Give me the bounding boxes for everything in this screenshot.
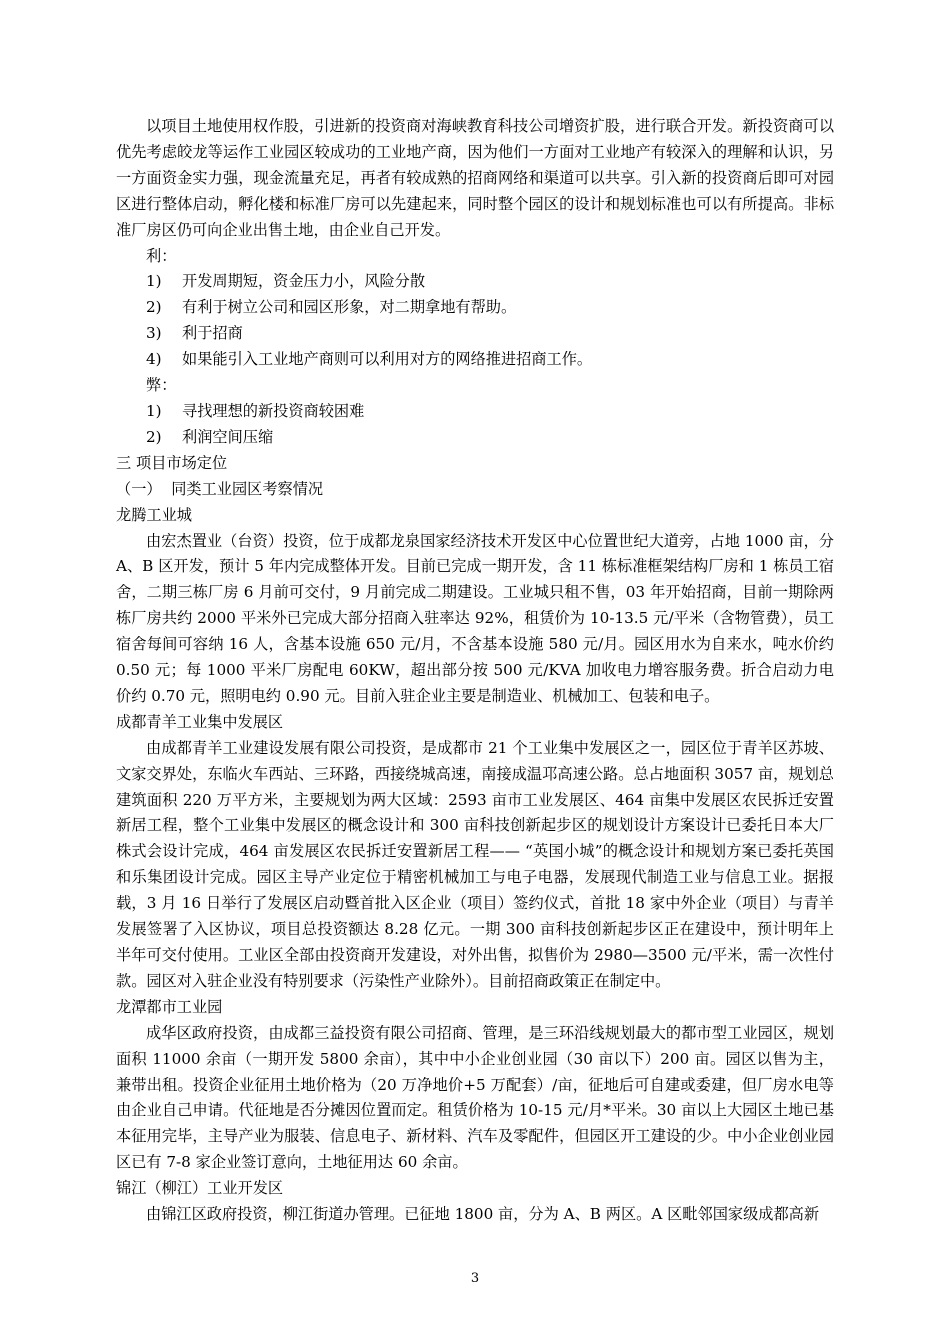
list-text: 寻找理想的新投资商较困难: [182, 401, 365, 420]
park-name: 龙潭都市工业园: [116, 997, 223, 1016]
list-text: 如果能引入工业地产商则可以利用对方的网络推进招商工作。: [182, 350, 593, 369]
list-text: 有利于树立公司和园区形象，对二期拿地有帮助。: [182, 298, 517, 317]
park-description: 由锦江区政府投资，柳江街道办管理。已征地 1800 亩，分为 A、B 两区。A 区毗邻国家级成都高新: [146, 1205, 820, 1224]
list-number: 4): [146, 350, 162, 369]
park-name: 成都青羊工业集中发展区: [116, 712, 284, 731]
park-name: 龙腾工业城: [116, 505, 192, 524]
intro-paragraph: 以项目土地使用权作股，引进新的投资商对海峡教育科技公司增资扩股，进行联合开发。新投资商可以优先考虑皎龙等运作工业园区较成功的工业地产商，因为他们一方面对工业地产有较深入的理解和认识，另一方面资金实力强，现金流量充足，再者有较成熟的招商网络和渠道可以共享。引入新的投资商后即可对园区进行整体启动，孵化楼和标准厂房可以先建起来，同时整个园区的设计和规划标准也可以有所提高。非标准厂房区仍可向企业出售土地，由企业自己开发。: [116, 117, 834, 239]
cons-item: [116, 399, 834, 425]
list-number: 1): [146, 272, 162, 291]
park-description: 成华区政府投资，由成都三益投资有限公司招商、管理，是三环沿线规划最大的都市型工业园区，规划面积 11000 余亩（一期开发 5800 余亩），其中中小企业创业园（30 亩以下）200 亩。园区以售为主，兼带出租。投资企业征用土地价格为（20 万净地价+5 万配套）/亩，征地后可自建或委建，但厂房水电等由企业自己申请。代征地是否分摊因位置而定。租赁价格为 10-15 元/月*平米。30 亩以上大园区土地已基本征用完毕，主导产业为服装、信息电子、新材料、汽车及零配件，但园区开工建设的少。中小企业创业园区已有 7-8 家企业签订意向，土地征用达 60 余亩。: [116, 1023, 834, 1172]
list-number: 1): [146, 401, 162, 420]
list-text: 开发周期短，资金压力小，风险分散: [182, 272, 425, 291]
page-number: 3: [470, 1271, 480, 1286]
park-description: 由宏杰置业（台资）投资，位于成都龙泉国家经济技术开发区中心位置世纪大道旁，占地 1000 亩，分 A、B 区开发，预计 5 年内完成整体开发。目前已完成一期开发，含 11 栋标准框架结构厂房和 1 栋员工宿舍，二期三栋厂房 6 月前可交付，9 月前完成二期建设。工业城只租不售，03 年开始招商，目前一期除两栋厂房共约 2000 平米外已完成大部分招商入驻率达 92%，租赁价为 10-13.5 元/平米（含物管费），员工宿舍每间可容纳 16 人，含基本设施 650 元/月，不含基本设施 580 元/月。园区用水为自来水，吨水价约 0.50 元；每 1000 平米厂房配电 60KW，超出部分按 500 元/KVA 加收电力增容服务费。折合启动力电价约 0.70 元，照明电约 0.90 元。目前入驻企业主要是制造业、机械加工、包装和电子。: [116, 531, 834, 705]
page-content: [116, 114, 834, 1228]
park-description: 由成都青羊工业建设发展有限公司投资，是成都市 21 个工业集中发展区之一，园区位于青羊区苏坡、文家交界处，东临火车西站、三环路，西接绕城高速，南接成温邛高速公路。总占地面积 3057 亩，规划总建筑面积 220 万平方米，主要规划为两大区域：2593 亩市工业发展区、464 亩集中发展区农民拆迁安置新居工程，整个工业集中发展区的概念设计和 300 亩科技创新起步区的规划设计方案设计已委托日本大厂株式会设计完成，464 亩发展区农民拆迁安置新居工程—— “英国小城”的概念设计和规划方案已委托英国和乐集团设计完成。园区主导产业定位于精密机械加工与电子电器，发展现代制造工业与信息工业。据报载，3 月 16 日举行了发展区启动暨首批入区企业（项目）签约仪式，首批 18 家中外企业（项目）与青羊发展签署了入区协议，项目总投资额达 8.28 亿元。一期 300 亩科技创新起步区正在建设中，预计明年上半年可交付使用。工业区全部由投资商开发建设，对外出售，拟售价为 2980—3500 元/平米，需一次性付款。园区对入驻企业没有特别要求（污染性产业除外）。目前招商政策正在制定中。: [116, 738, 834, 990]
list-text: 利润空间压缩: [182, 427, 274, 446]
pros-item: [116, 295, 834, 321]
pros-label: 利：: [146, 246, 177, 265]
list-number: 3): [146, 324, 162, 343]
pros-item: [116, 347, 834, 373]
list-number: 2): [146, 427, 162, 446]
section-title: 三 项目市场定位: [116, 453, 228, 472]
pros-item: [116, 321, 834, 347]
cons-label: 弊：: [146, 376, 177, 395]
list-text: 利于招商: [182, 324, 243, 343]
cons-item: [116, 425, 834, 451]
subsection-title: （一） 同类工业园区考察情况: [116, 479, 324, 498]
pros-item: [116, 269, 834, 295]
list-number: 2): [146, 298, 162, 317]
park-name: 锦江（柳江）工业开发区: [116, 1179, 284, 1198]
